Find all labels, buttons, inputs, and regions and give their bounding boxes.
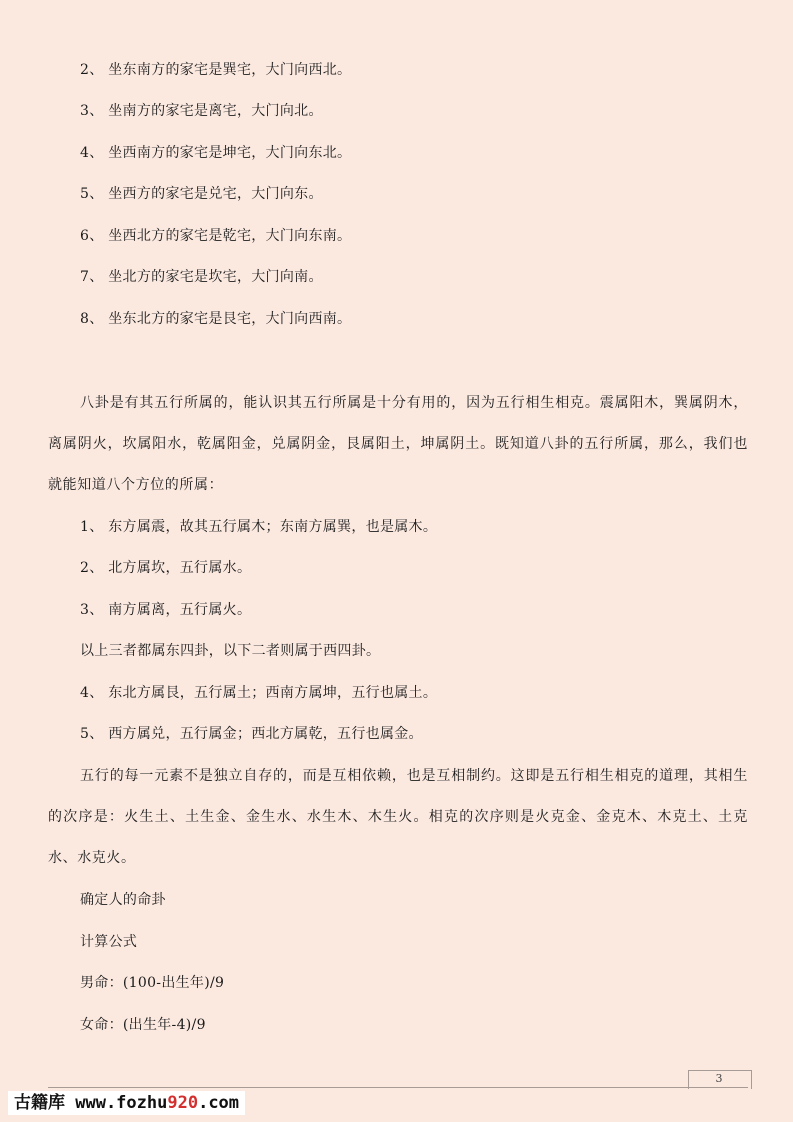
house-line-2: 2、 坐东南方的家宅是巽宅，大门向西北。 bbox=[80, 62, 352, 78]
female-formula: 女命：(出生年-4)/9 bbox=[80, 1017, 206, 1033]
bagua-paragraph bbox=[48, 383, 748, 506]
direction-item-5: 5、 西方属兑，五行属金；西北方属乾，五行也属金。 bbox=[80, 726, 423, 742]
east-west-note: 以上三者都属东四卦，以下二者则属于西四卦。 bbox=[80, 643, 381, 659]
brand-suffix: .com bbox=[198, 1093, 240, 1113]
direction-item-4: 4、 东北方属艮，五行属土；西南方属坤，五行也属土。 bbox=[80, 685, 438, 701]
house-line-7: 7、 坐北方的家宅是坎宅，大门向南。 bbox=[80, 269, 323, 285]
brand-highlight: 920 bbox=[167, 1093, 199, 1113]
wuxing-paragraph bbox=[48, 756, 748, 879]
brand-prefix: 古籍库 www.fozhu bbox=[14, 1093, 168, 1113]
bagua-paragraph-text: 八卦是有其五行所属的，能认识其五行所属是十分有用的，因为五行相生相克。震属阳木，巽属阴木，离属阴火，坎属阳水，乾属阳金，兑属阴金，艮属阳土，坤属阴土。既知道八卦的五行所属，那么，我们也就能知道八个方位的所属： bbox=[48, 395, 748, 493]
male-formula: 男命：(100-出生年)/9 bbox=[80, 975, 225, 991]
direction-item-2: 2、 北方属坎，五行属水。 bbox=[80, 560, 252, 576]
footer-rule bbox=[48, 1087, 748, 1088]
house-line-3: 3、 坐南方的家宅是离宅，大门向北。 bbox=[80, 103, 323, 119]
direction-item-3: 3、 南方属离，五行属火。 bbox=[80, 602, 252, 618]
house-line-5: 5、 坐西方的家宅是兑宅，大门向东。 bbox=[80, 186, 323, 202]
direction-item-1: 1、 东方属震，故其五行属木；东南方属巽，也是属木。 bbox=[80, 519, 438, 535]
wuxing-paragraph-text: 五行的每一元素不是独立自存的，而是互相依赖，也是互相制约。这即是五行相生相克的道理，其相生的次序是：火生土、土生金、金生水、水生木、木生火。相克的次序则是火克金、金克木、木克土、土克水、水克火。 bbox=[48, 768, 748, 866]
house-line-8: 8、 坐东北方的家宅是艮宅，大门向西南。 bbox=[80, 311, 352, 327]
formula-title: 计算公式 bbox=[80, 934, 138, 950]
section-heading: 确定人的命卦 bbox=[80, 892, 166, 908]
page-number: 3 bbox=[715, 1072, 723, 1085]
house-line-6: 6、 坐西北方的家宅是乾宅，大门向东南。 bbox=[80, 228, 352, 244]
site-watermark bbox=[8, 1091, 245, 1115]
house-line-4: 4、 坐西南方的家宅是坤宅，大门向东北。 bbox=[80, 145, 352, 161]
